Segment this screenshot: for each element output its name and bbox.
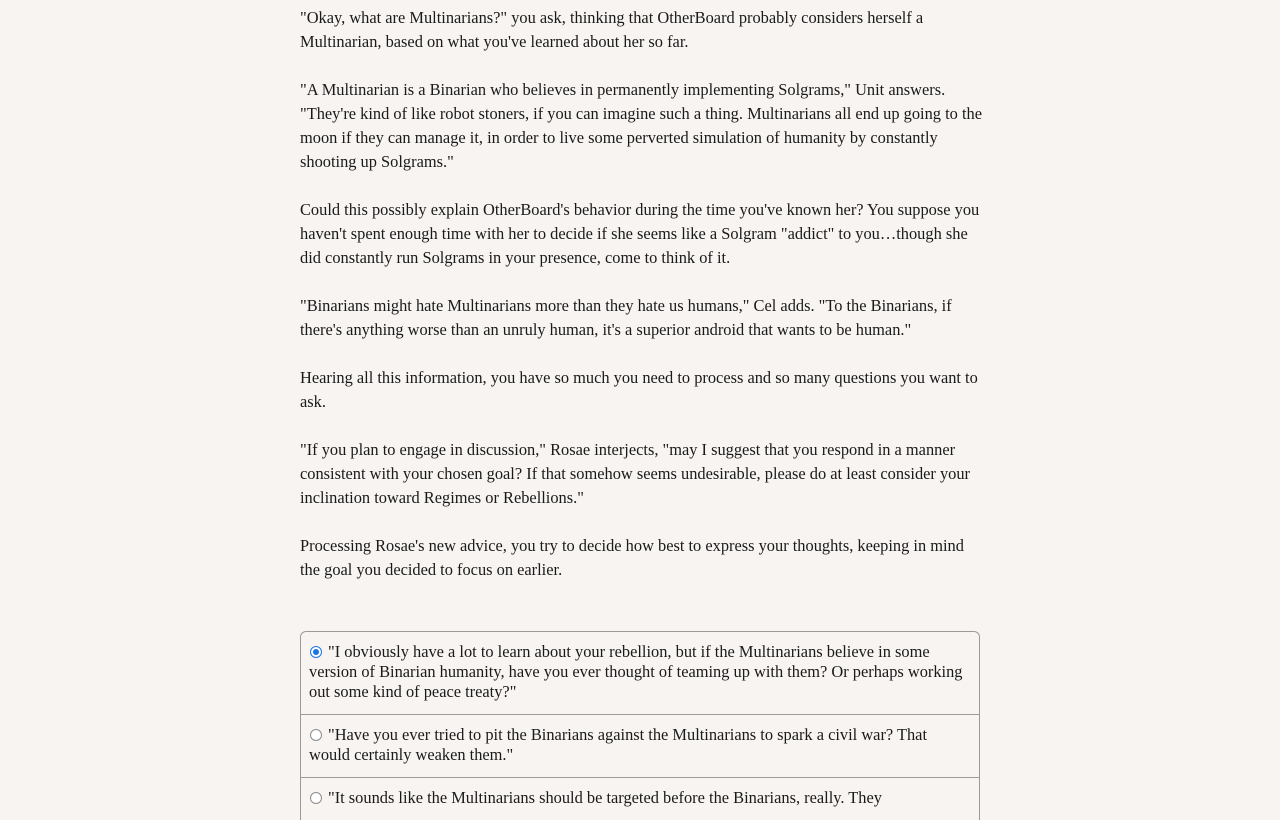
- story-paragraph: "Okay, what are Multinarians?" you ask, thinking that OtherBoard probably considers herself a Multinarian, based on what you've learned about her so far.: [300, 8, 924, 51]
- choice-option-1[interactable]: [301, 632, 979, 715]
- radio-button[interactable]: [310, 729, 322, 741]
- choice-option-2[interactable]: [301, 715, 979, 778]
- choice-text: "I obviously have a lot to learn about your rebellion, but if the Multinarians believe in some version of Binarian humanity, have you ever thought of teaming up with them? Or perhaps working out some kind of peace treaty?": [309, 642, 963, 701]
- choice-text: "It sounds like the Multinarians should be targeted before the Binarians, really. They: [328, 788, 882, 807]
- radio-button-selected[interactable]: [310, 646, 322, 658]
- story-paragraph: Hearing all this information, you have so much you need to process and so many questions you want to ask.: [300, 368, 978, 411]
- story-paragraph: Processing Rosae's new advice, you try to decide how best to express your thoughts, keeping in mind the goal you decided to focus on earlier.: [300, 536, 964, 579]
- story-paragraph: Could this possibly explain OtherBoard's behavior during the time you've known her? You suppose you haven't spent enough time with her to decide if she seems like a Solgram "addict" to you…though she did constantly run Solgrams in your presence, come to think of it.: [300, 200, 980, 267]
- choice-list: [300, 631, 980, 820]
- story-paragraph: "Binarians might hate Multinarians more than they hate us humans," Cel adds. "To the Binarians, if there's anything worse than an unruly human, it's a superior android that wants to be human.": [300, 296, 952, 339]
- radio-button[interactable]: [310, 792, 322, 804]
- choice-option-3[interactable]: [301, 778, 979, 820]
- story-paragraph: "A Multinarian is a Binarian who believes in permanently implementing Solgrams," Unit answers. "They're kind of like robot stoners, if you can imagine such a thing. Multinarians all end up going to the moon if they can manage it, in order to live some perverted simulation of humanity by constantly shooting up Solgrams.": [300, 80, 982, 171]
- story-paragraph: "If you plan to engage in discussion," Rosae interjects, "may I suggest that you respond in a manner consistent with your chosen goal? If that somehow seems undesirable, please do at least consider your inclination toward Regimes or Rebellions.": [300, 440, 971, 507]
- choice-text: "Have you ever tried to pit the Binarians against the Multinarians to spark a civil war? That would certainly weaken them.": [309, 725, 928, 764]
- story-text: [300, 6, 984, 606]
